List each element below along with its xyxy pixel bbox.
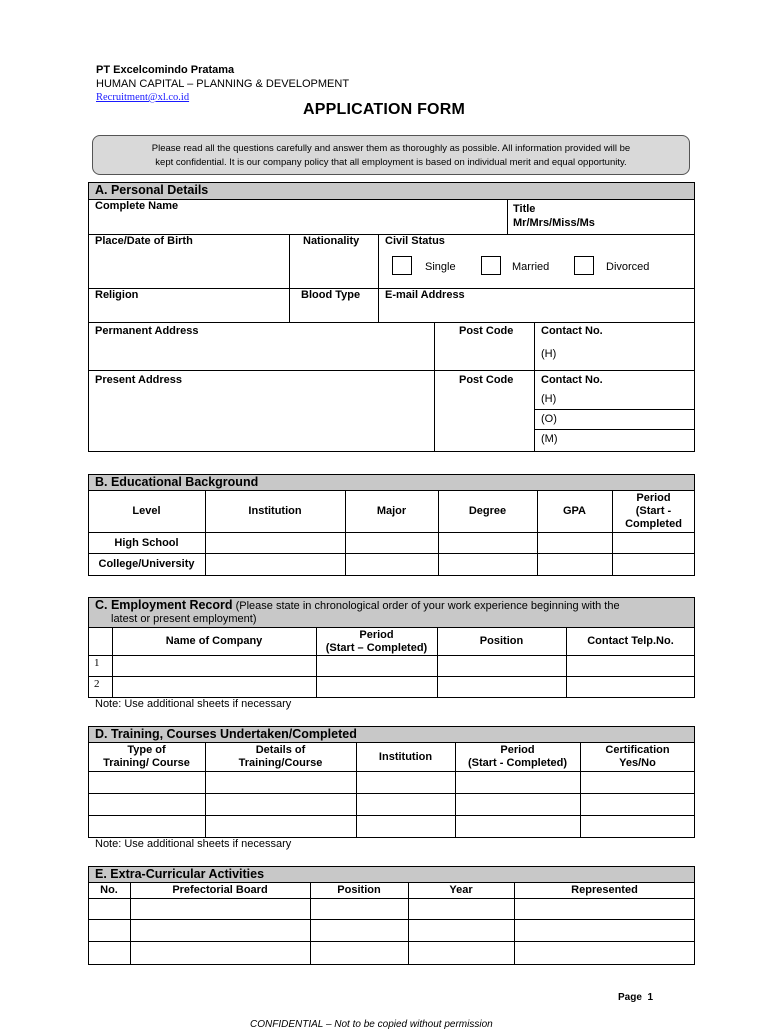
extra-col-no: No. xyxy=(100,883,118,896)
section-c-title-note: (Please state in chronological order of your work experience beginning with the xyxy=(235,600,620,612)
notice-line-1: Please read all the questions carefully and answer them as thoroughly as possible. All information provided will be xyxy=(151,143,631,154)
complete-name-label: Complete Name xyxy=(95,200,179,212)
department-name: HUMAN CAPITAL – PLANNING & DEVELOPMENT xyxy=(96,78,350,90)
edu-col-institution: Institution xyxy=(248,504,302,517)
edu-row-college: College/University xyxy=(98,558,195,570)
section-e-title: E. Extra-Curricular Activities xyxy=(89,867,694,882)
emp-col-contact: Contact Telp.No. xyxy=(587,635,674,647)
section-a-personal-details xyxy=(88,182,695,452)
present-mobile-phone-label: (M) xyxy=(541,433,558,445)
section-c-title-note-continued: latest or present employment) xyxy=(111,613,257,625)
emp-col-position: Position xyxy=(479,635,524,647)
company-name: PT Excelcomindo Pratama xyxy=(96,64,235,76)
form-title: APPLICATION FORM xyxy=(302,101,465,118)
civil-status-label: Civil Status xyxy=(385,235,445,247)
present-office-phone-label: (O) xyxy=(541,413,557,425)
section-a-title: A. Personal Details xyxy=(89,183,694,199)
place-dob-label: Place/Date of Birth xyxy=(95,235,193,247)
train-col-institution: Institution xyxy=(378,750,433,763)
section-c-title: C. Employment Record xyxy=(95,598,233,612)
blood-type-label: Blood Type xyxy=(301,289,361,301)
edu-col-degree: Degree xyxy=(468,504,507,517)
religion-label: Religion xyxy=(95,289,139,301)
edu-col-level: Level xyxy=(132,504,161,517)
present-post-code-label: Post Code xyxy=(459,374,514,386)
married-checkbox[interactable] xyxy=(481,256,501,275)
extra-col-prefectorial-board: Prefectorial Board xyxy=(172,883,268,896)
permanent-contact-no-label: Contact No. xyxy=(541,325,603,337)
recruitment-email-link[interactable]: Recruitment@xl.co.id xyxy=(96,92,190,103)
page-number: Page 1 xyxy=(618,992,654,1003)
permanent-post-code-label: Post Code xyxy=(459,325,514,337)
emp-col-company: Name of Company xyxy=(165,635,263,647)
edu-col-gpa: GPA xyxy=(562,504,587,517)
edu-row-high-school: High School xyxy=(114,536,179,549)
section-d-title: D. Training, Courses Undertaken/Completed xyxy=(89,727,694,742)
permanent-home-phone-label: (H) xyxy=(541,348,557,360)
train-col-type: Type of Training/ Course xyxy=(103,744,190,769)
extra-col-position: Position xyxy=(337,883,381,896)
present-address-label: Present Address xyxy=(95,374,183,386)
extra-col-year: Year xyxy=(449,883,473,896)
edu-col-period: Period (Start - Completed xyxy=(625,491,682,530)
email-address-label: E-mail Address xyxy=(385,289,465,301)
training-note: Note: Use additional sheets if necessary xyxy=(95,838,292,850)
married-label: Married xyxy=(512,261,550,273)
train-col-certification: Certification Yes/No xyxy=(605,744,670,769)
instructions-notice xyxy=(92,135,690,175)
nationality-label: Nationality xyxy=(303,235,360,247)
confidential-notice: CONFIDENTIAL – Not to be copied without permission xyxy=(250,1019,493,1030)
notice-line-2: kept confidential. It is our company policy that all employment is based on individual merit and equal opportunity. xyxy=(155,157,627,168)
emp-col-period: Period (Start – Completed) xyxy=(325,628,428,654)
section-b-title: B. Educational Background xyxy=(89,475,694,490)
employment-note: Note: Use additional sheets if necessary xyxy=(95,698,292,710)
title-options: Mr/Mrs/Miss/Ms xyxy=(513,217,595,229)
single-checkbox[interactable] xyxy=(392,256,412,275)
divorced-checkbox[interactable] xyxy=(574,256,594,275)
title-label: Title xyxy=(513,203,536,215)
section-c-title-row xyxy=(95,598,620,612)
present-contact-no-label: Contact No. xyxy=(541,374,603,386)
emp-row-number: 1 xyxy=(94,657,100,669)
emp-row-number: 2 xyxy=(94,678,100,690)
permanent-address-label: Permanent Address xyxy=(95,325,199,337)
present-home-phone-label: (H) xyxy=(541,393,557,405)
train-col-period: Period (Start - Completed) xyxy=(468,744,567,769)
train-col-details: Details of Training/Course xyxy=(238,744,323,769)
edu-col-major: Major xyxy=(376,504,407,517)
single-label: Single xyxy=(425,261,456,273)
extra-col-represented: Represented xyxy=(571,883,638,896)
divorced-label: Divorced xyxy=(606,261,650,273)
